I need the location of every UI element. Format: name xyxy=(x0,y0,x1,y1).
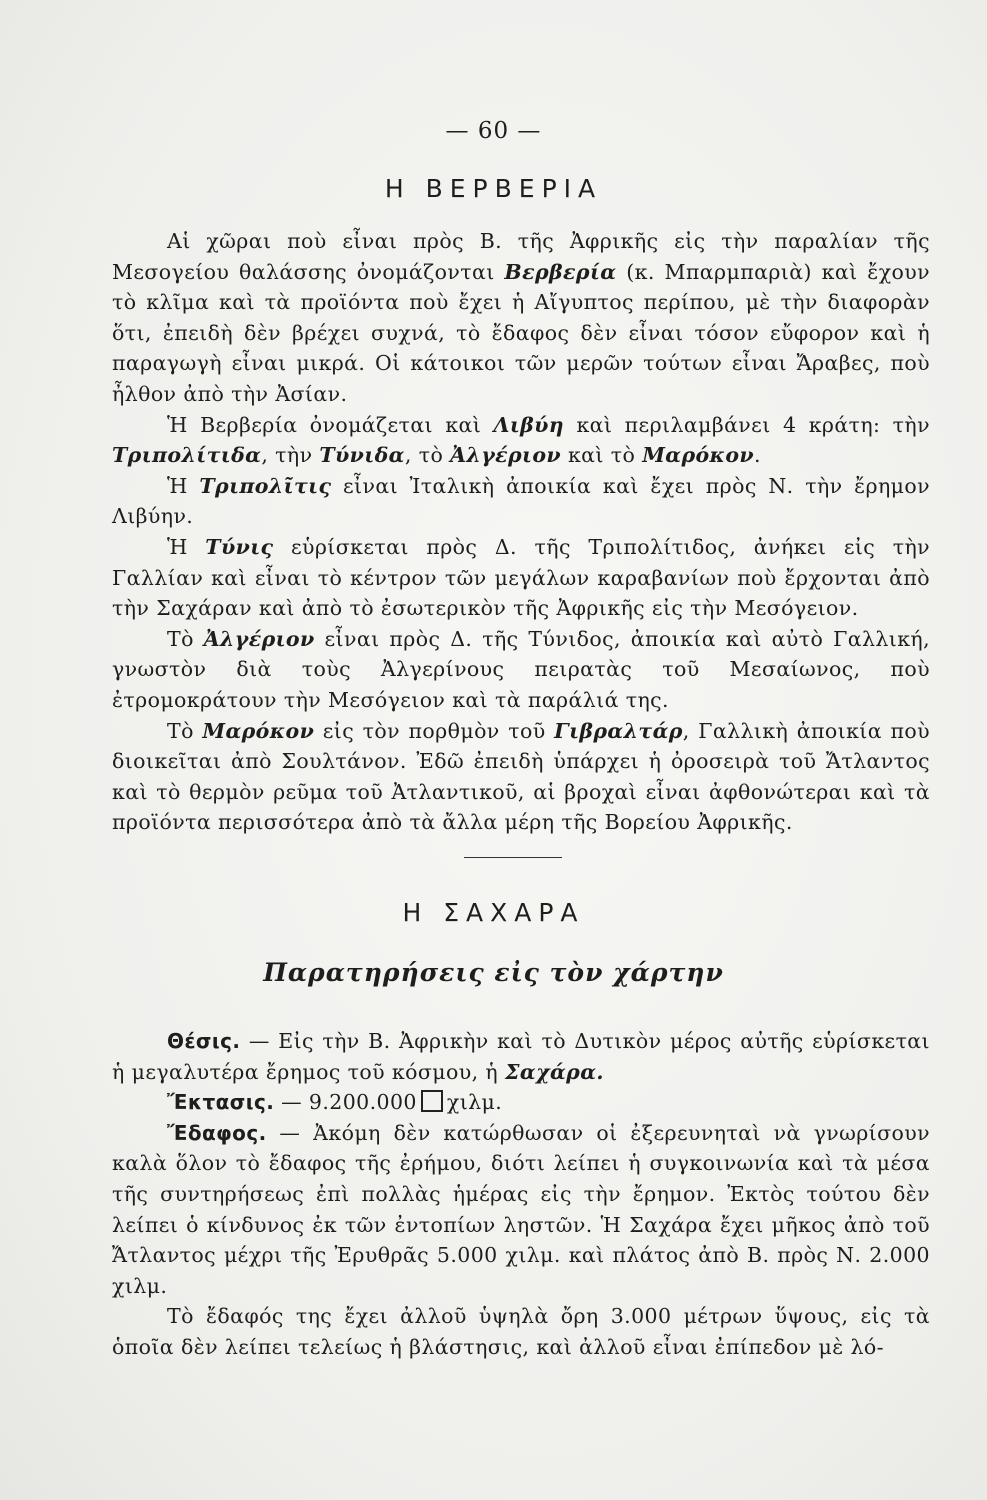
text: Ἡ Βερβερία ὀνομάζεται καὶ xyxy=(167,412,494,437)
text: (κ. Μπαρμπαριὰ) καὶ ἔχουν τὸ κλῖμα καὶ τὰ προϊόντα ποὺ ἔχει ἡ Αἴγυπτος περίπου, μὲ τὴν διαφορὰν ὅτι, ἐπειδὴ δὲν βρέχει συχνά, τὸ ἔδαφος δὲν εἶναι τόσον εὔφορον καὶ ἡ παραγωγὴ εἶναι μικρά. Οἱ κάτοικοι τῶν μερῶν τούτων εἶναι Ἄραβες, ποὺ ἦλθον ἀπὸ τὴν Ἀσίαν. xyxy=(112,259,930,406)
term-barbary: Βερβερία xyxy=(504,259,617,284)
sahara-text xyxy=(112,1026,930,1363)
text: — Ἀκόμη δὲν κατώρθωσαν οἱ ἐξερευνηταὶ νὰ γνωρίσουν καλὰ ὅλον τὸ ἔδαφος τῆς ἐρήμου, διότι λείπει ἡ συγκοινωνία καὶ τὰ μέσα τῆς συντηρήσεως ἐπὶ πολλὰς ἡμέρας εἰς τὴν ἔρημον. Ἐκτὸς τούτου δὲν λείπει ὁ κίνδυνος ἐκ τῶν ἐντοπίων ληστῶν. Ἡ Σαχάρα ἔχει μῆκος ἀπὸ τοῦ Ἄτλαντος μέχρι τῆς Ἐρυθρᾶς 5.000 χιλμ. καὶ πλάτος ἀπὸ Β. πρὸς Ν. 2.000 χιλμ. xyxy=(112,1120,930,1298)
term-morocco: Μαρόκον xyxy=(642,443,755,468)
term-morocco: Μαρόκον xyxy=(202,718,315,743)
subtitle-map-notes: Παρατηρήσεις εἰς τὸν χάρτην xyxy=(263,958,724,987)
paragraph-morocco xyxy=(112,716,930,838)
text: Τὸ xyxy=(167,718,203,743)
text: Αἱ χῶραι ποὺ εἶναι πρὸς Β. τῆς Ἀφρικῆς εἰς τὴν παραλίαν τῆς Μεσογείου θαλάσσης ὀνομάζονται xyxy=(112,229,930,284)
paragraph-extent xyxy=(112,1087,930,1118)
text: εὑρίσκεται πρὸς Δ. τῆς Τριπολίτιδος, ἀνήκει εἰς τὴν Γαλλίαν καὶ εἶναι τὸ κέντρον τῶν μεγάλων καραβανίων ποὺ ἔρχονται ἀπὸ τὴν Σαχάραν καὶ ἀπὸ τὸ ἐσωτερικὸν τῆς Ἀφρικῆς εἰς τὴν Μεσόγειον. xyxy=(112,534,930,621)
label-soil: Ἔδαφος. xyxy=(167,1120,267,1145)
term-tripolitania: Τριπολίτιδα xyxy=(112,443,262,468)
text: . xyxy=(754,443,761,468)
paragraph-tunis xyxy=(112,532,930,624)
term-libya: Λιβύη xyxy=(493,412,565,437)
term-tunisia: Τύνιδα xyxy=(319,443,405,468)
paragraph-position xyxy=(112,1026,930,1087)
text: Ἡ xyxy=(167,473,200,498)
term-algeria: Ἀλγέριον xyxy=(450,443,562,468)
label-extent: Ἔκτασις. xyxy=(167,1090,275,1115)
term-tripolitis: Τριπολῖτις xyxy=(199,473,332,498)
text: , τὴν xyxy=(261,443,320,468)
paragraph-tripolitania xyxy=(112,471,930,532)
text: , Γαλλικὴ ἀποικία ποὺ διοικεῖται ἀπὸ Σουλτάνον. Ἐδῶ ἐπειδὴ ὑπάρχει ἡ ὀροσειρὰ τοῦ Ἄτλαντος καὶ τὸ θερμὸν ρεῦμα τοῦ Ἀτλαντικοῦ, αἱ βροχαὶ εἶναι ἀφθονώτεραι καὶ τὰ προϊόντα περισσότερα ἀπὸ τὰ ἄλλα μέρη τῆς Βορείου Ἀφρικῆς. xyxy=(112,718,931,835)
text: , τὸ xyxy=(404,443,451,468)
text: χιλμ. xyxy=(446,1090,503,1115)
term-tunis: Τύνις xyxy=(205,534,274,559)
term-sahara: Σαχάρα. xyxy=(505,1059,604,1084)
text: καὶ περιλαμβάνει 4 κράτη: τὴν xyxy=(564,412,930,437)
label-position: Θέσις. xyxy=(167,1029,241,1053)
text: — Εἰς τὴν Β. Ἀφρικὴν καὶ τὸ Δυτικὸν μέρος αὐτῆς εὑρίσκεται ἡ μεγαλυτέρα ἔρημος τοῦ κόσμου, ἡ xyxy=(112,1029,930,1084)
paragraph-terrain: Τὸ ἔδαφός της ἔχει ἀλλοῦ ὑψηλὰ ὄρη 3.000 μέτρων ὕψους, εἰς τὰ ὁποῖα δὲν λείπει τελείως ἡ βλάστησις, καὶ ἀλλοῦ εἶναι ἐπίπεδον μὲ λό- xyxy=(112,1304,930,1359)
term-gibraltar: Γιβραλτάρ xyxy=(554,718,683,743)
section-title-barbary: Η ΒΕΡΒΕΡΙΑ xyxy=(384,174,603,203)
text: Τὸ xyxy=(167,626,204,651)
text: εἶναι Ἰταλικὴ ἀποικία καὶ ἔχει πρὸς Ν. τὴν ἔρημον Λιβύην. xyxy=(112,473,931,529)
text: — 9.200.000 xyxy=(274,1090,417,1115)
page-number: — 60 — xyxy=(445,118,542,144)
paragraph-libya xyxy=(112,410,930,471)
section-title-sahara: Η ΣΑΧΑΡΑ xyxy=(402,898,585,927)
text: εἰς τὸν πορθμὸν τοῦ xyxy=(314,718,555,743)
text: εἶναι πρὸς Δ. τῆς Τύνιδος, ἀποικία καὶ αὐτὸ Γαλλική, γνωστὸν διὰ τοὺς Ἀλγερίνους πειρατὰς τοῦ Μεσαίωνος, ποὺ ἐτρομοκράτουν τὴν Μεσόγειον καὶ τὰ παράλιά της. xyxy=(112,626,931,712)
paragraph-algeria xyxy=(112,624,930,716)
text: Ἡ xyxy=(167,534,206,559)
section-divider xyxy=(464,857,562,858)
text: καὶ τὸ xyxy=(561,443,643,468)
barbary-text xyxy=(112,226,930,838)
square-symbol xyxy=(421,1090,443,1112)
term-algeria: Ἀλγέριον xyxy=(203,626,315,651)
paragraph-soil xyxy=(112,1118,930,1302)
paragraph-intro xyxy=(112,226,930,410)
